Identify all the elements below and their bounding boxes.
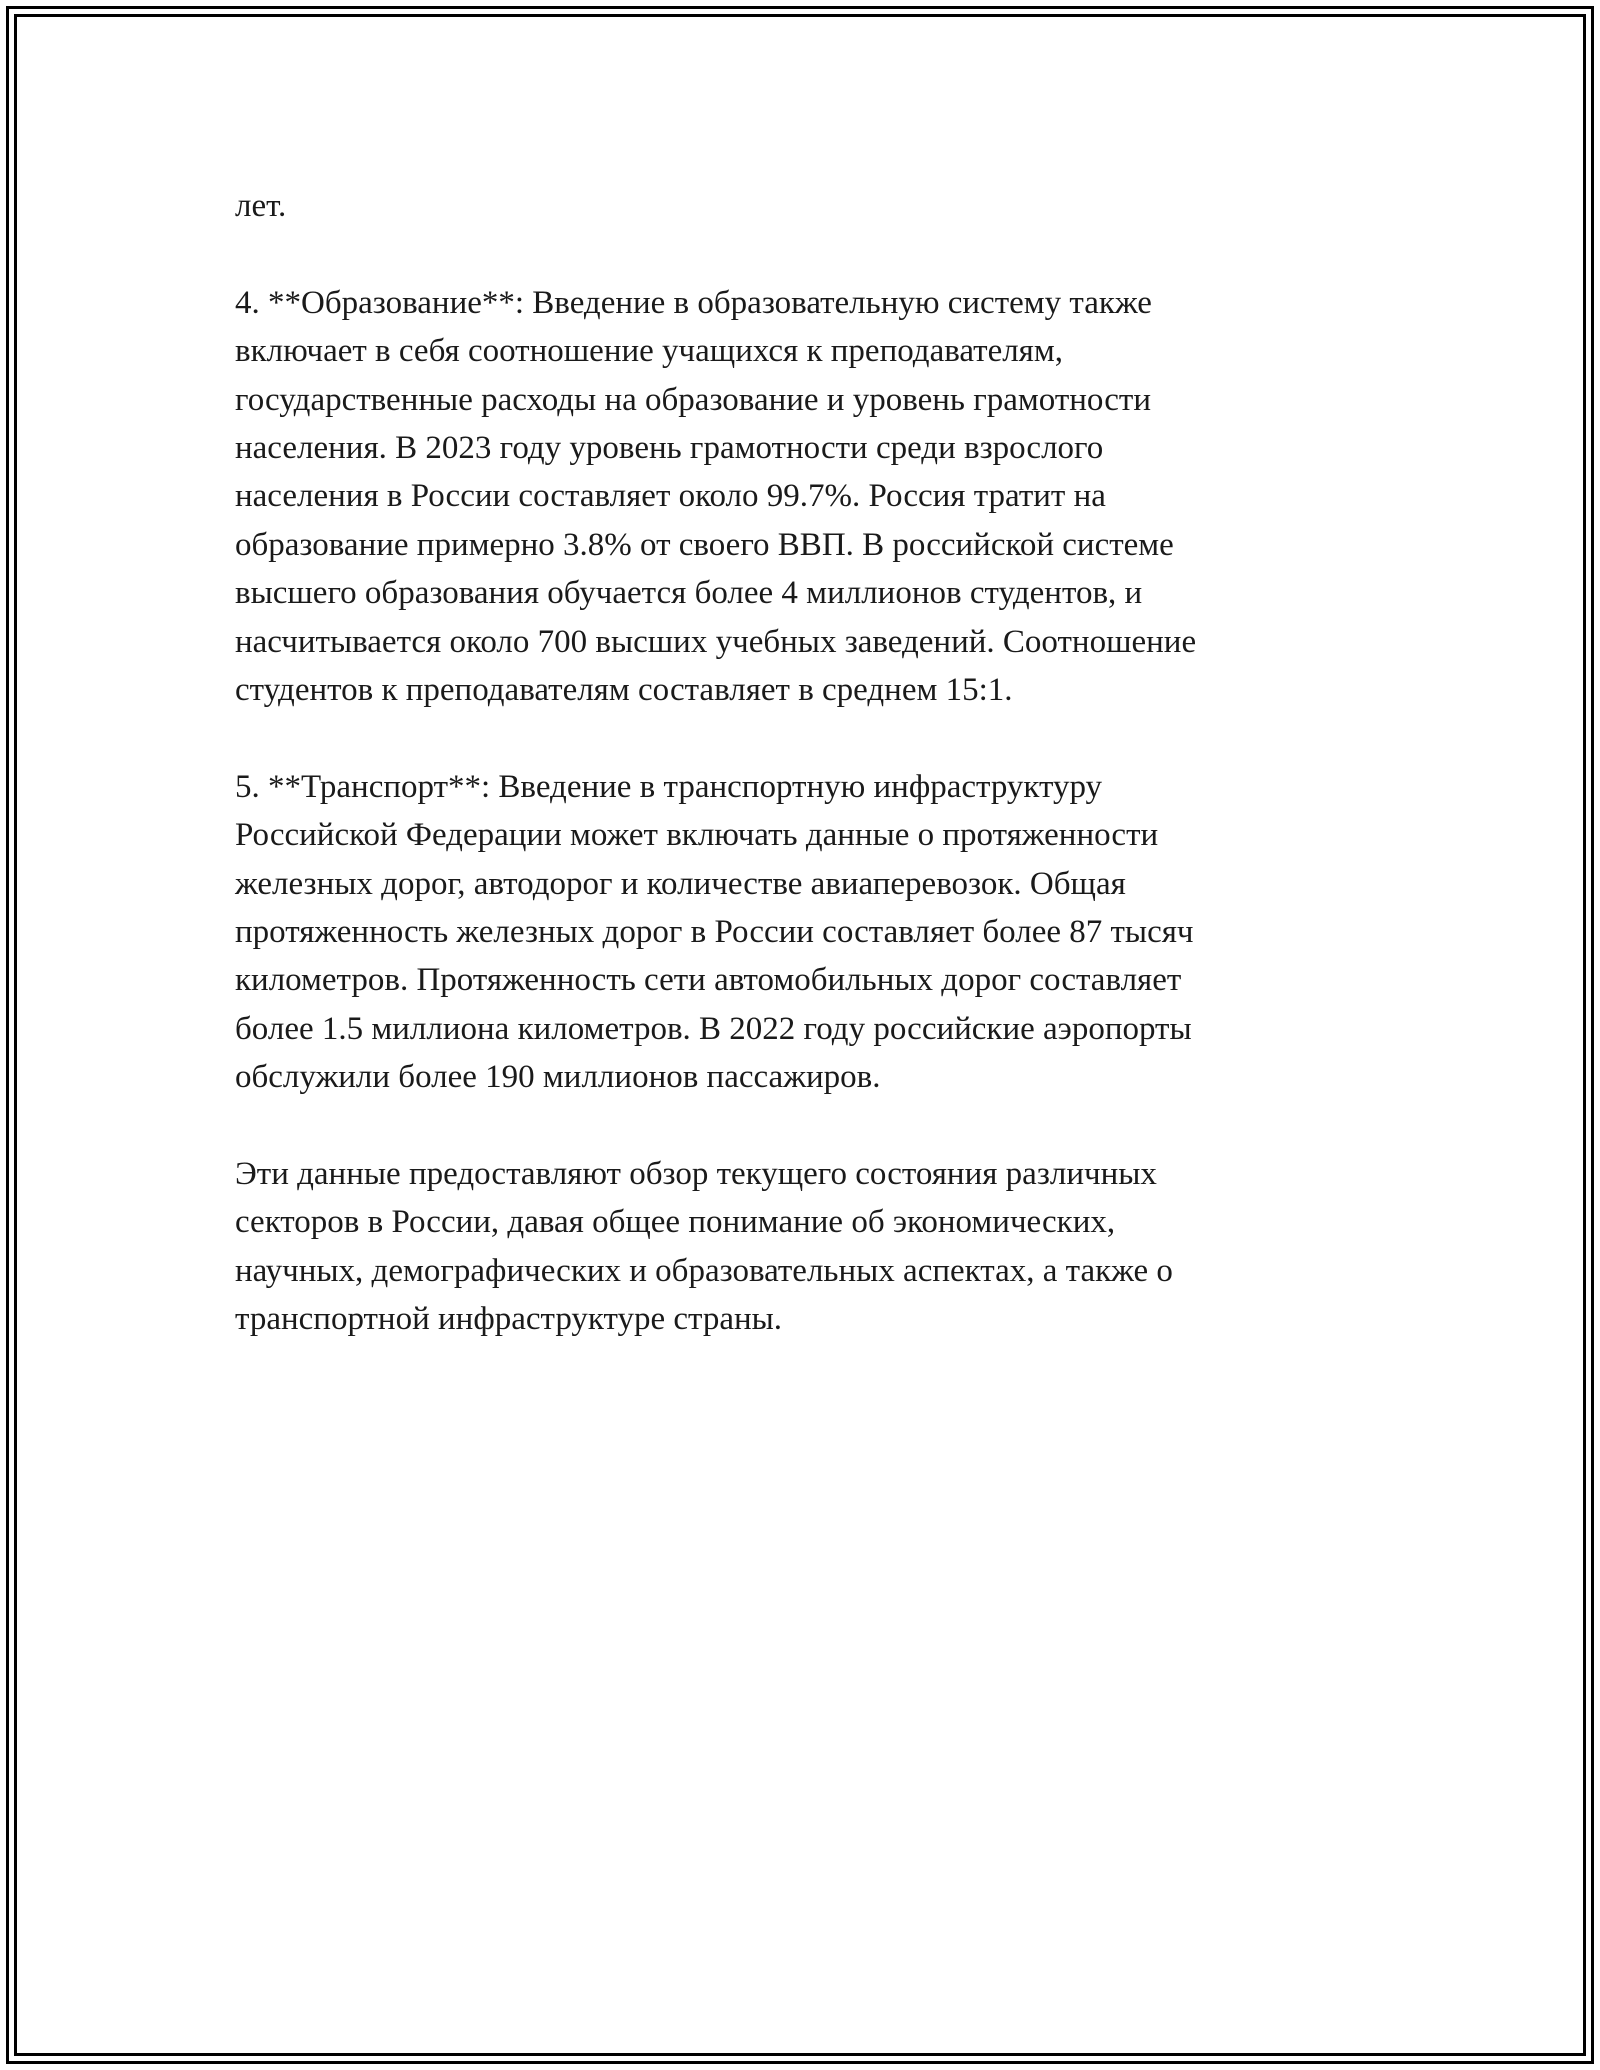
text-line: секторов в России, давая общее понимание об экономических,: [235, 1204, 1116, 1241]
text-line: научных, демографических и образовательных аспектах, а также о: [235, 1252, 1173, 1289]
text-line: обслужили более 190 миллионов пассажиров.: [235, 1059, 881, 1096]
text-line: километров. Протяженность сети автомобильных дорог составляет: [235, 962, 1182, 999]
text-line: насчитывается около 700 высших учебных заведений. Соотношение: [235, 623, 1197, 660]
text-line: лет.: [235, 188, 287, 224]
text-line: образование примерно 3.8% от своего ВВП. В российской системе: [235, 526, 1174, 563]
paragraph-conclusion: [235, 1150, 1365, 1344]
text-line: студентов к преподавателям составляет в среднем 15:1.: [235, 672, 1013, 709]
text-line: более 1.5 миллиона километров. В 2022 году российские аэропорты: [235, 1010, 1192, 1047]
paragraph-continuation: [235, 182, 1365, 230]
text-line: 5. **Транспорт**: Введение в транспортную инфраструктуру: [235, 768, 1103, 805]
text-line: высшего образования обучается более 4 миллионов студентов, и: [235, 575, 1143, 612]
text-line: населения. В 2023 году уровень грамотности среди взрослого: [235, 430, 1104, 467]
text-line: Эти данные предоставляют обзор текущего состояния различных: [235, 1156, 1157, 1193]
text-line: транспортной инфраструктуре страны.: [235, 1301, 783, 1338]
text-line: включает в себя соотношение учащихся к преподавателям,: [235, 333, 1063, 370]
text-line: протяженность железных дорог в России составляет более 87 тысяч: [235, 914, 1194, 951]
paragraph-transport: [235, 763, 1365, 1102]
text-line: железных дорог, автодорог и количестве авиаперевозок. Общая: [235, 865, 1126, 902]
text-line: государственные расходы на образование и уровень грамотности: [235, 381, 1151, 418]
document-body: [235, 182, 1365, 1392]
text-line: 4. **Образование**: Введение в образовательную систему также: [235, 284, 1152, 321]
text-line: Российской Федерации может включать данные о протяженности: [235, 817, 1159, 854]
paragraph-education: [235, 279, 1365, 715]
text-line: населения в России составляет около 99.7%. Россия тратит на: [235, 478, 1106, 515]
